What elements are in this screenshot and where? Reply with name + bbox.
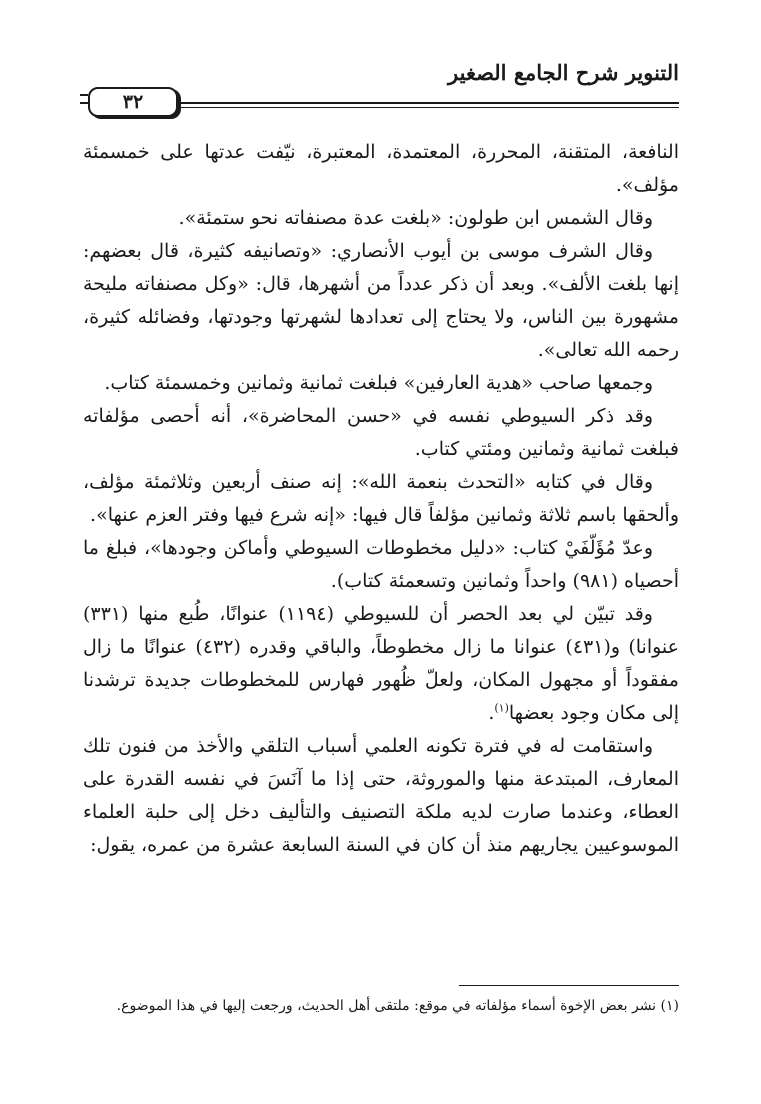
header-rule xyxy=(96,102,679,104)
body-text xyxy=(83,136,679,862)
paragraph-5: وقد ذكر السيوطي نفسه في «حسن المحاضرة»، أنه أحصى مؤلفاته فبلغت ثمانية وثمانين ومئتي كتاب. xyxy=(83,405,679,460)
footnote-reference[interactable]: (١) xyxy=(494,701,509,715)
paragraph-3: وقال الشرف موسى بن أيوب الأنصاري: «وتصانيفه كثيرة، قال بعضهم: إنها بلغت الألف». وبعد أن ذكر عدداً من أشهرها، قال: «وكل مصنفاته مليحة مشهورة بين الناس، ولا يحتاج إلى تعدادها لشهرتها وجودتها، وفضائله كثيرة، رحمه الله تعالى». xyxy=(83,240,679,361)
paragraph-7: وعدّ مُؤَلّفَيْ كتاب: «دليل مخطوطات السيوطي وأماكن وجودها»، فبلغ ما أحصياه (٩٨١) واحداً وثمانين وتسعمئة كتاب). xyxy=(83,537,679,592)
paragraph-8 xyxy=(83,598,679,730)
paragraph-1: النافعة، المتقنة، المحررة، المعتمدة، المعتبرة، نيّفت عدتها على خمسمئة مؤلف». xyxy=(83,141,679,196)
header-rule-thin xyxy=(96,107,679,108)
page-number xyxy=(88,87,178,117)
paragraph-2: وقال الشمس ابن طولون: «بلغت عدة مصنفاته نحو ستمئة». xyxy=(178,207,653,229)
header-ornament xyxy=(80,94,88,104)
running-title: التنوير شرح الجامع الصغير xyxy=(448,60,679,85)
paragraph-8-text: وقد تبيّن لي بعد الحصر أن للسيوطي (١١٩٤) عنوانًا، طُبع منها (٣٣١) عنوانا) و(٤٣١) عنوانا ما زال مخطوطاً، والباقي وقدره (٤٣٢) عنوانًا ما زال مفقوداً أو مجهول المكان، ولعلّ ظُهور فهارس للمخطوطات جديدة ترشدنا إلى مكان وجود بعضها xyxy=(83,603,679,724)
page-number-label: ٣٢ xyxy=(122,91,144,113)
paragraph-8-tail: . xyxy=(488,702,495,724)
footnote-separator xyxy=(459,985,679,986)
paragraph-6: وقال في كتابه «التحدث بنعمة الله»: إنه صنف أربعين وثلاثمئة مؤلف، وألحقها باسم ثلاثة وثمانين مؤلفاً قال فيها: «إنه شرع فيها وفتر العزم عنها». xyxy=(83,471,679,526)
footnote-1: (١) نشر بعض الإخوة أسماء مؤلفاته في موقع: ملتقى أهل الحديث، ورجعت إليها في هذا الموضوع. xyxy=(116,998,679,1014)
paragraph-4: وجمعها صاحب «هدية العارفين» فبلغت ثمانية وثمانين وخمسمئة كتاب. xyxy=(104,372,653,394)
paragraph-9: واستقامت له في فترة تكونه العلمي أسباب التلقي والأخذ من فنون تلك المعارف، المبتدعة منها والموروثة، حتى إذا ما آنَسَ في نفسه القدرة على العطاء، وعندما صارت لديه ملكة التصنيف والتأليف دخل إلى حلبة العلماء الموسوعيين يجاريهم منذ أن كان في السنة السابعة عشرة من عمره، يقول: xyxy=(83,735,679,856)
